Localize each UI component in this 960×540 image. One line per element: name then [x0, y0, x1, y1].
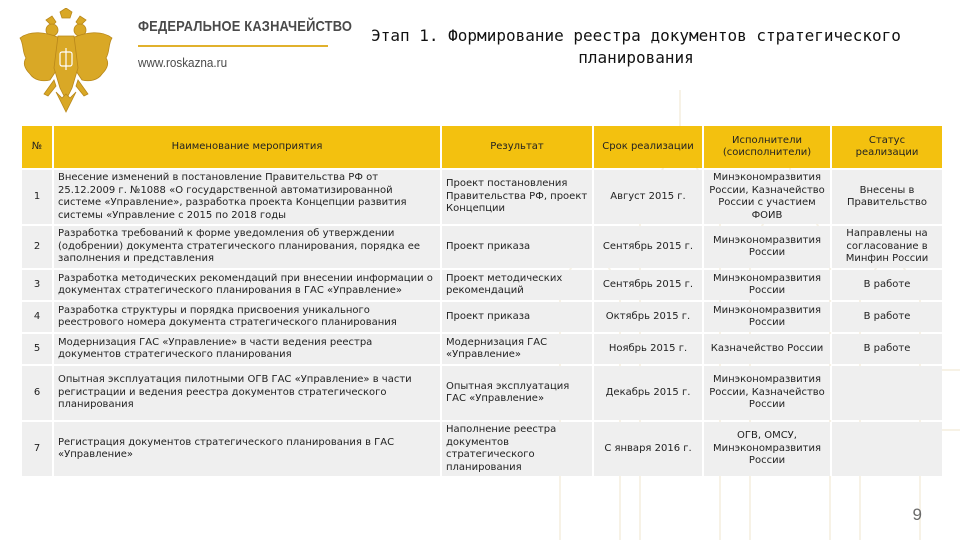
table-row: [22, 270, 942, 300]
cell-executors: Казначейство России: [704, 334, 832, 364]
cell-status: В работе: [832, 334, 942, 364]
cell-status: Направлены на согласование в Минфин России: [832, 226, 942, 268]
cell-result: Модернизация ГАС «Управление»: [442, 334, 594, 364]
table-row: [22, 334, 942, 364]
table-row: [22, 302, 942, 332]
cell-number: 4: [22, 302, 54, 332]
brand-block: [138, 18, 387, 70]
measures-table: [22, 124, 942, 478]
cell-term: Октябрь 2015 г.: [594, 302, 704, 332]
cell-term: Декабрь 2015 г.: [594, 366, 704, 420]
cell-term: Ноябрь 2015 г.: [594, 334, 704, 364]
cell-measure-name: Внесение изменений в постановление Правительства РФ от 25.12.2009 г. №1088 «О государственной автоматизированной системе «Управление», разработка проекта Концепции развития системы «Управление с 2015 по 2018 годы: [54, 170, 442, 224]
cell-status: В работе: [832, 270, 942, 300]
cell-status: [832, 366, 942, 420]
cell-term: Сентябрь 2015 г.: [594, 270, 704, 300]
cell-measure-name: Модернизация ГАС «Управление» в части ведения реестра документов стратегического планирования: [54, 334, 442, 364]
cell-number: 1: [22, 170, 54, 224]
cell-status: [832, 422, 942, 476]
page-number: 9: [912, 505, 922, 524]
cell-number: 6: [22, 366, 54, 420]
cell-number: 7: [22, 422, 54, 476]
header-term: Срок реализации: [594, 126, 704, 168]
table-row: [22, 226, 942, 268]
cell-measure-name: Регистрация документов стратегического планирования в ГАС «Управление»: [54, 422, 442, 476]
cell-executors: Минэкономразвития России: [704, 302, 832, 332]
cell-status: В работе: [832, 302, 942, 332]
cell-measure-name: Разработка методических рекомендаций при внесении информации о документах стратегического планирования в ГАС «Управление»: [54, 270, 442, 300]
cell-measure-name: Опытная эксплуатация пилотными ОГВ ГАС «Управление» в части регистрации и ведения реестра документов стратегического планирования: [54, 366, 442, 420]
cell-number: 5: [22, 334, 54, 364]
cell-term: Сентябрь 2015 г.: [594, 226, 704, 268]
slide-title-line-2: планирования: [578, 48, 694, 67]
cell-result: Опытная эксплуатация ГАС «Управление»: [442, 366, 594, 420]
header-status: Статус реализации: [832, 126, 942, 168]
cell-term: Август 2015 г.: [594, 170, 704, 224]
cell-number: 2: [22, 226, 54, 268]
cell-executors: Минэкономразвития России, Казначейство России с участием ФОИВ: [704, 170, 832, 224]
cell-executors: ОГВ, ОМСУ, Минэкономразвития России: [704, 422, 832, 476]
cell-measure-name: Разработка структуры и порядка присвоения уникального реестрового номера документа стратегического планирования: [54, 302, 442, 332]
double-headed-eagle-emblem-icon: [16, 8, 116, 116]
cell-measure-name: Разработка требований к форме уведомления об утверждении (одобрении) документа стратегического планирования, порядка ее заполнения и представления: [54, 226, 442, 268]
slide-title: [356, 25, 916, 69]
brand-url: www.roskazna.ru: [138, 55, 228, 70]
slide-title-line-1: Этап 1. Формирование реестра документов стратегического: [371, 26, 901, 45]
header-executors: Исполнители (соисполнители): [704, 126, 832, 168]
cell-status: Внесены в Правительство: [832, 170, 942, 224]
table-row: [22, 366, 942, 420]
brand-name: ФЕДЕРАЛЬНОЕ КАЗНАЧЕЙСТВО: [138, 18, 353, 35]
cell-executors: Минэкономразвития России: [704, 226, 832, 268]
cell-result: Наполнение реестра документов стратегического планирования: [442, 422, 594, 476]
cell-result: Проект приказа: [442, 302, 594, 332]
header-result: Результат: [442, 126, 594, 168]
header-number: №: [22, 126, 54, 168]
cell-executors: Минэкономразвития России: [704, 270, 832, 300]
cell-executors: Минэкономразвития России, Казначейство России: [704, 366, 832, 420]
header-measure-name: Наименование мероприятия: [54, 126, 442, 168]
cell-result: Проект методических рекомендаций: [442, 270, 594, 300]
table-header-row: [22, 126, 942, 168]
cell-result: Проект приказа: [442, 226, 594, 268]
table-row: [22, 170, 942, 224]
cell-result: Проект постановления Правительства РФ, проект Концепции: [442, 170, 594, 224]
cell-term: С января 2016 г.: [594, 422, 704, 476]
table-row: [22, 422, 942, 476]
brand-divider: [138, 45, 328, 47]
cell-number: 3: [22, 270, 54, 300]
